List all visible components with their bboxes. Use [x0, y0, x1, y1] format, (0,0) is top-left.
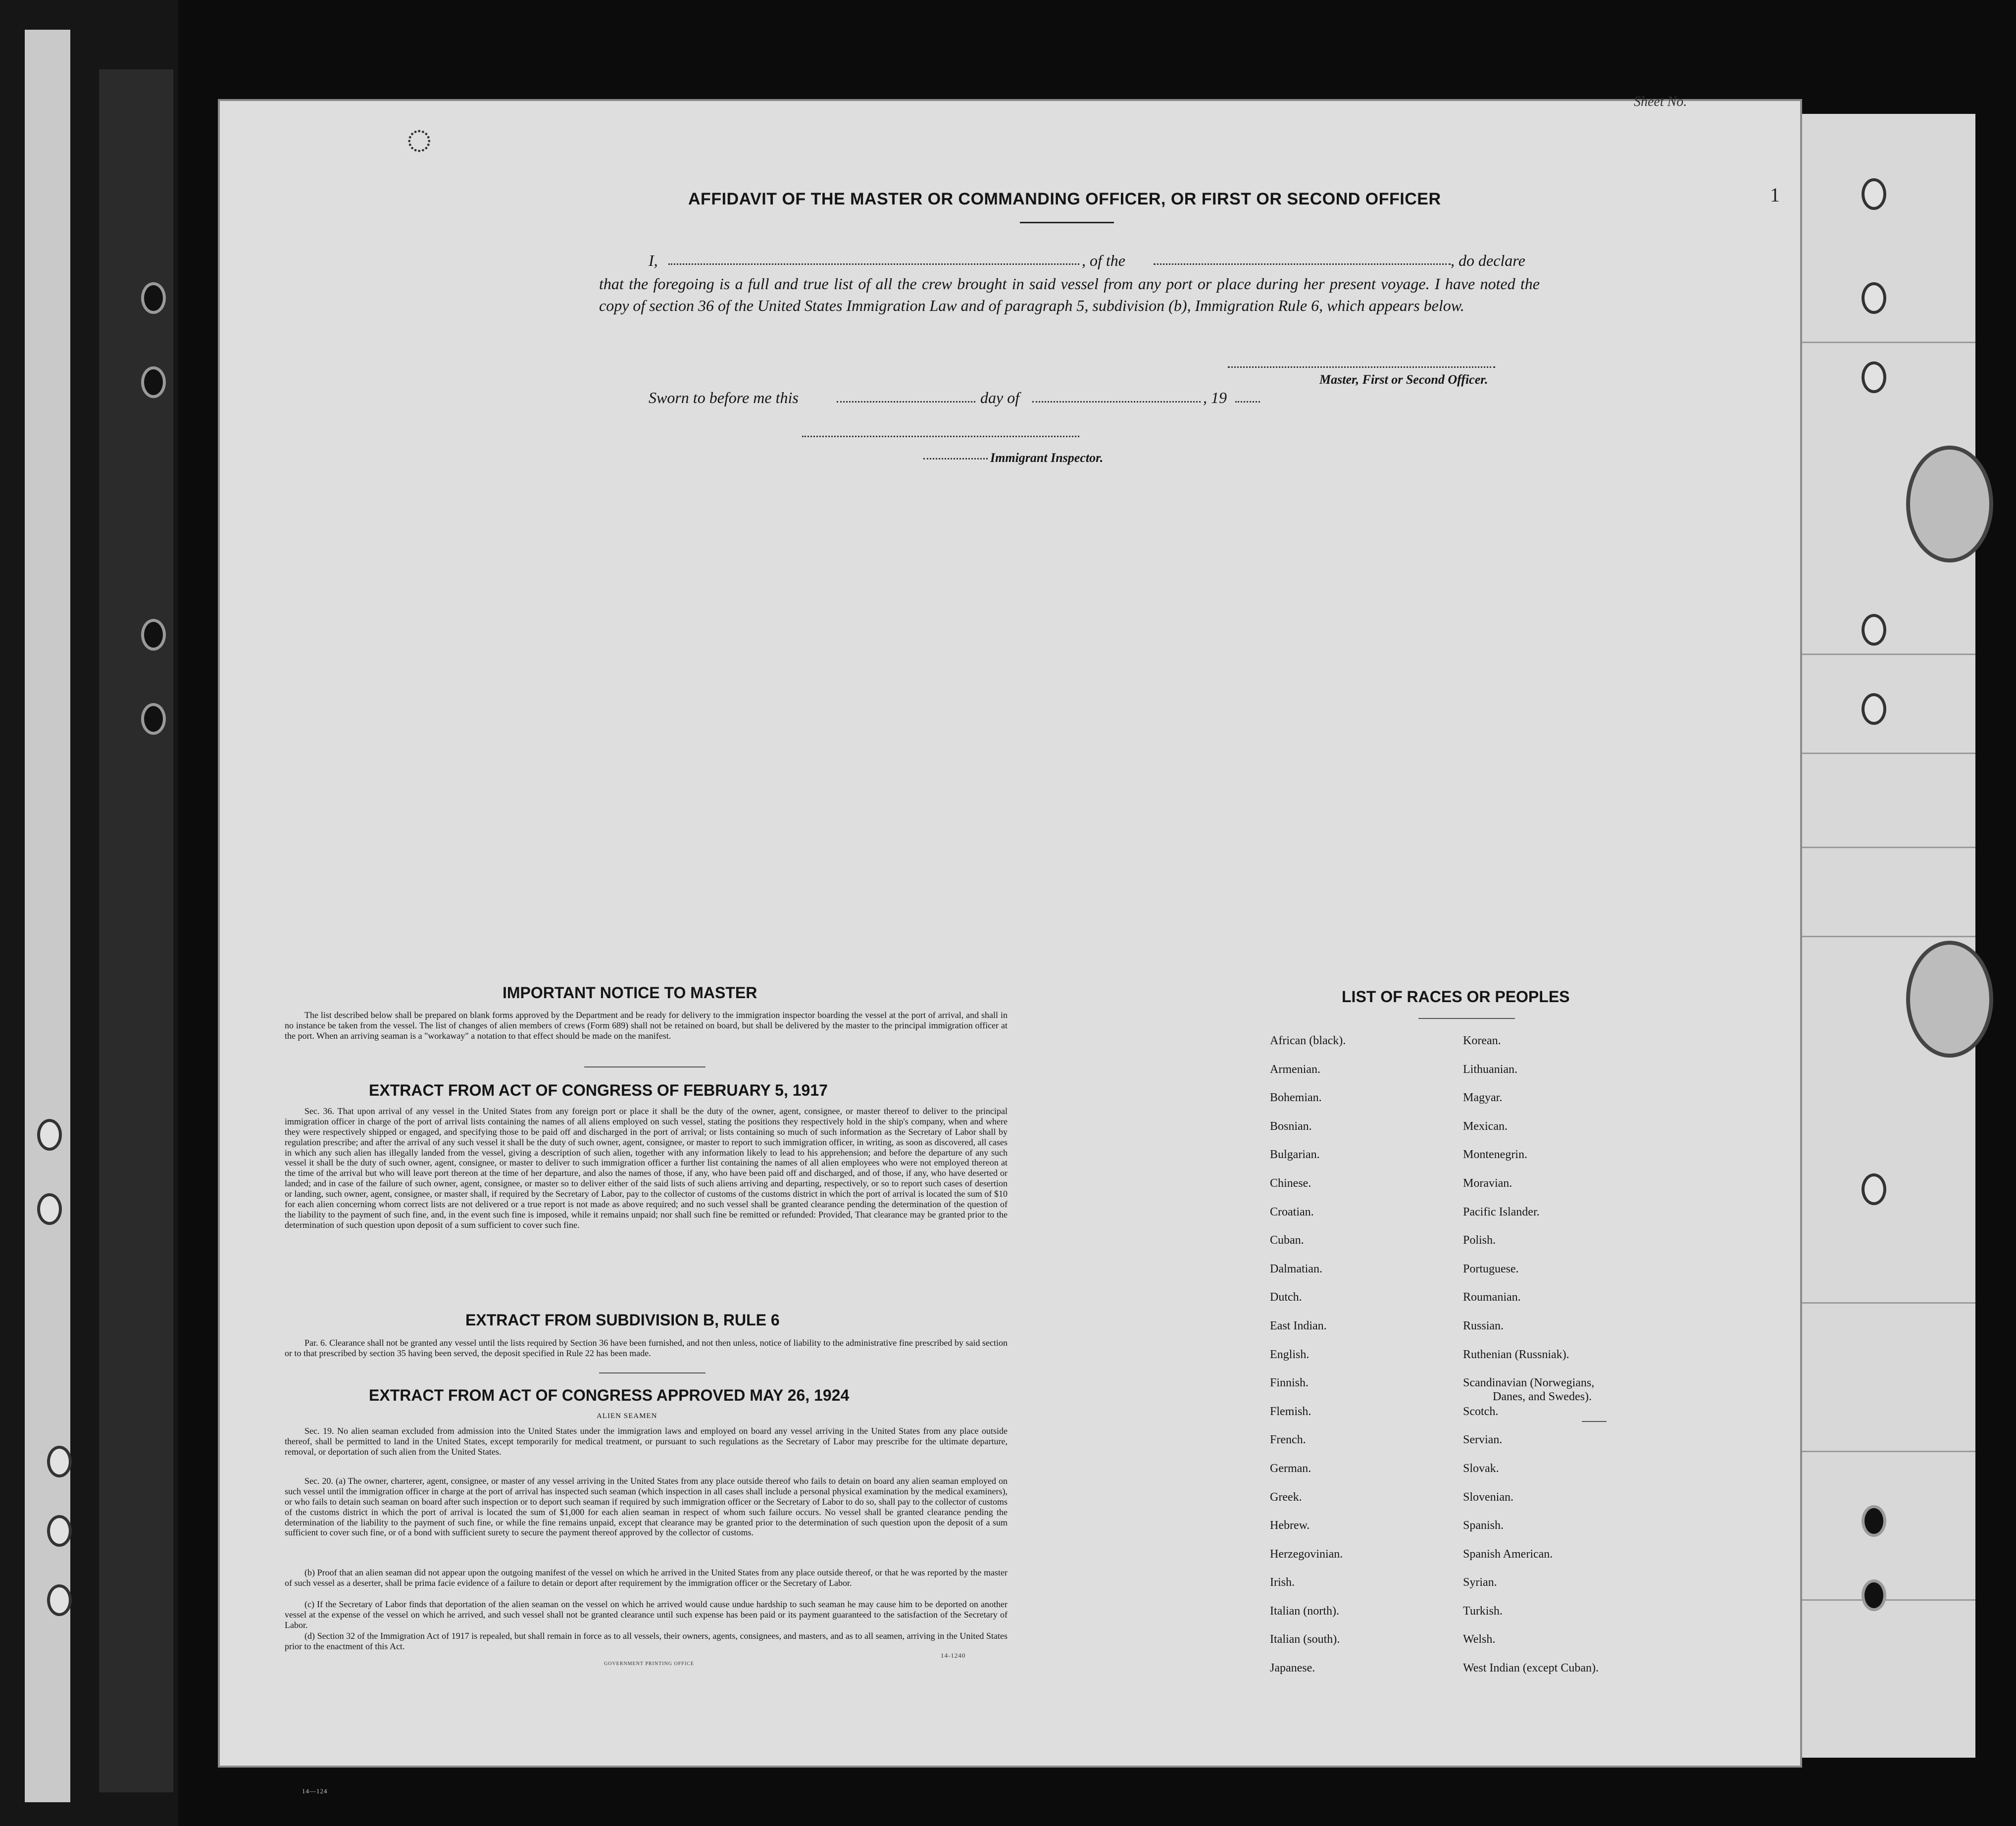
- race-item: Turkish.: [1463, 1604, 1503, 1618]
- race-item: Irish.: [1270, 1576, 1295, 1589]
- extract-1924-sec19: Sec. 19. No alien seaman excluded from admission into the United States under the immigration laws and employed on board any vessel arriving in the United States from any place outside thereof, shall be permitted to land in the United States, except temporarily for medical treatment, or pursuant to such regulations as the Secretary of Labor may prescribe for the ultimate departure, removal, or deportation of such alien from the United States.: [285, 1426, 1008, 1457]
- race-item: Croatian.: [1270, 1205, 1314, 1218]
- vessel-blank: [1154, 263, 1451, 265]
- race-item: Dalmatian.: [1270, 1262, 1322, 1275]
- race-item: French.: [1270, 1433, 1306, 1447]
- punch-hole: [141, 619, 166, 651]
- affidavit-title: AFFIDAVIT OF THE MASTER OR COMMANDING OFFICER, OR FIRST OR SECOND OFFICER: [688, 190, 1441, 208]
- race-item: Pacific Islander.: [1463, 1205, 1540, 1218]
- races-right-column: [1463, 1034, 1599, 1690]
- punch-hole: [47, 1584, 72, 1616]
- race-item: Russian.: [1463, 1319, 1504, 1332]
- race-item: English.: [1270, 1348, 1310, 1361]
- affidavit-line-i: I,: [649, 252, 658, 269]
- affidavit-paragraph: that the foregoing is a full and true list of all the crew brought in said vessel from any port or place during her present voyage. I have noted the copy of section 36 of the United States Immigration Law and of paragraph 5, subdivision (b), Immigration Rule 6, which appears below.: [599, 275, 1540, 314]
- race-item: Bulgarian.: [1270, 1148, 1320, 1162]
- page-edge-dark-strip: [99, 69, 173, 1792]
- races-title: LIST OF RACES OR PEOPLES: [1342, 988, 1570, 1006]
- divider: [1582, 1421, 1607, 1422]
- inspector-caption: Immigrant Inspector.: [990, 451, 1104, 465]
- extract-1924-sec20b: (b) Proof that an alien seaman did not appear upon the outgoing manifest of the vessel on which he arrived in the United States from any place outside thereof, or that he was reported by the master of such vessel as a deserter, shall be prima facie evidence of a failure to detain or deport after requirement by the immigration officer or the Secretary of Labor.: [285, 1568, 1008, 1588]
- bottom-form-number: 14—124: [302, 1787, 328, 1795]
- punch-hole: [37, 1193, 62, 1225]
- name-blank: [668, 263, 1079, 265]
- extract-1917-text: Sec. 36. That upon arrival of any vessel in the United States from any foreign port or place it shall be the duty of the owner, agent, consignee, or master thereof to deliver to the principal immigration officer in charge of the port of arrival lists containing the names of all aliens employed on such vessel, stating the positions they respectively hold in the ship's company, when and where they were respectively shipped or engaged, and specifying those to be paid off and discharged in the port of arrival; or lists containing so much of such information as the Secretary of Labor shall by regulation prescribe; and after the arrival of any such vessel it shall be the duty of such owner, agent, consignee, or master to report to such immigration officer, in writing, as soon as discovered, all cases in which any such alien has illegally landed from the vessel, giving a description of such alien, together with any information likely to lead to his apprehension; and before the departure of any such vessel it shall be the duty of such owner, agent, consignee, or master to deliver to such immigration officer a further list containing the names of all alien employees who were not employed thereon at the time of the arrival but who will leave port thereon at the time of her departure, and also the names of those, if any, who have been paid off and discharged, and of those, if any, who have deserted or landed; and in case of the failure of such owner, agent, consignee, or master so to deliver either of the said lists of such aliens arriving and departing, respectively, or so to report such cases of desertion or landing, such owner, agent, consignee, or master shall, if required by the Secretary of Labor, pay to the collector of customs of the customs district in which the port of arrival is located the sum of $10 for each alien concerning whom correct lists are not delivered or a true report is not made as above required; and no such vessel shall be granted clearance pending the determination of the question of the liability to the payment of such fine, and, in the event such fine is imposed, while it remains unpaid; nor shall such fine be remitted or refunded: Provided, That clearance may be granted prior to the determination of such question upon deposit of a sum sufficient to cover such fine.: [285, 1106, 1008, 1230]
- inspector-dots: [923, 458, 988, 459]
- race-item: Korean.: [1463, 1034, 1501, 1047]
- stamp-seal: [1906, 941, 1993, 1058]
- punch-hole: [37, 1119, 62, 1151]
- race-item: Polish.: [1463, 1234, 1496, 1247]
- notice-text: The list described below shall be prepared on blank forms approved by the Department and be ready for delivery to the immigration inspector boarding the vessel at the port of arrival, and shall in no instance be taken from the vessel. The list of changes of alien members of crews (Form 689) shall not be retained on board, but shall be delivered by the master to the principal immigration officer at the port. When an arriving seaman is a "workaway" a notation to that effect should be made on the manifest.: [285, 1010, 1008, 1041]
- divider: [599, 1372, 706, 1373]
- race-item: Servian.: [1463, 1433, 1503, 1447]
- signature-blank: [1228, 366, 1495, 368]
- extract-1924-subtitle: ALIEN SEAMEN: [597, 1412, 657, 1420]
- extract-1924-sec20a: Sec. 20. (a) The owner, charterer, agent, consignee, or master of any vessel arriving in the United States from any place outside thereof who fails to detain on board any alien seaman employed on such vessel until the immigration officer in charge at the port of arrival has inspected such seaman (which inspection in all cases shall include a personal physical examination by the medical examiners), or who fails to detain such seaman on board after such inspection or to deport such seaman if required by such immigration officer or the Secretary of Labor to do so, shall pay to the collector of customs of the customs district in which the port of arrival is located the sum of $1,000 for each alien seaman in respect of whom such failure occurs. No vessel shall be granted clearance pending the determination of the liability to the payment of such fine, or while the fine remains unpaid, except that clearance may be granted prior to the determination of such question upon the deposit of a sum sufficient to cover such fine, or of a bond with sufficient surety to secure the payment thereof approved by the collector of customs.: [285, 1476, 1008, 1538]
- race-item: Mexican.: [1463, 1119, 1508, 1133]
- race-item: Dutch.: [1270, 1291, 1302, 1304]
- extract-1924-sec20c: (c) If the Secretary of Labor finds that deportation of the alien seaman on the vessel on which he arrived would cause undue hardship to such seaman he may cause him to be deported on another vessel at the expense of the vessel on which he arrived, and such vessel shall not be granted clearance until such expense has been paid or its payment guaranteed to the satisfaction of the Secretary of Labor.: [285, 1599, 1008, 1630]
- sworn-month-blank: [1032, 401, 1201, 403]
- race-item-continuation: Danes, and Swedes).: [1493, 1390, 1592, 1404]
- punch-hole: [1862, 178, 1886, 210]
- sworn-day-of: day of: [980, 389, 1020, 406]
- notice-title: IMPORTANT NOTICE TO MASTER: [503, 984, 757, 1002]
- race-item: Italian (north).: [1270, 1604, 1339, 1618]
- race-item: Syrian.: [1463, 1576, 1497, 1589]
- extract-1924-title: EXTRACT FROM ACT OF CONGRESS APPROVED MAY 26, 1924: [369, 1386, 850, 1404]
- race-item: Portuguese.: [1463, 1262, 1519, 1275]
- extract-rule6-text: Par. 6. Clearance shall not be granted any vessel until the lists required by Section 36 have been furnished, and not then unless, notice of liability to the administrative fine prescribed by said section or to that prescribed by section 35 having been served, the deposit specified in Rule 22 has been made.: [285, 1338, 1008, 1358]
- race-item: Chinese.: [1270, 1176, 1311, 1190]
- divider: [584, 1066, 706, 1067]
- punch-hole: [1862, 1505, 1886, 1537]
- divider: [1418, 1018, 1515, 1019]
- race-item: Moravian.: [1463, 1176, 1512, 1190]
- punch-hole: [47, 1515, 72, 1547]
- sworn-day-blank: [837, 401, 975, 403]
- inspector-signature-blank: [802, 436, 1079, 437]
- punch-hole: [1862, 1173, 1886, 1205]
- title-underline: [1020, 222, 1114, 223]
- race-item: Spanish.: [1463, 1519, 1504, 1532]
- race-item: Ruthenian (Russniak).: [1463, 1348, 1569, 1361]
- punch-hole: [141, 282, 166, 314]
- sheet-label: Sheet No.: [1634, 94, 1687, 109]
- punch-hole: [141, 703, 166, 735]
- race-item: Spanish American.: [1463, 1547, 1553, 1561]
- race-item: Herzegovinian.: [1270, 1547, 1343, 1561]
- sheet-number: 1: [1770, 184, 1780, 206]
- race-item: Greek.: [1270, 1490, 1302, 1504]
- extract-1917-title: EXTRACT FROM ACT OF CONGRESS OF FEBRUARY 5, 1917: [369, 1081, 828, 1099]
- race-item: Japanese.: [1270, 1662, 1315, 1675]
- race-item: Armenian.: [1270, 1063, 1320, 1076]
- race-item: Flemish.: [1270, 1405, 1311, 1418]
- signature-caption: Master, First or Second Officer.: [1319, 372, 1488, 387]
- affidavit-do-declare: , do declare: [1451, 252, 1525, 269]
- race-item: Finnish.: [1270, 1376, 1309, 1390]
- race-item: Welsh.: [1463, 1633, 1496, 1646]
- sworn-year: , 19: [1203, 389, 1227, 406]
- race-item: Scotch.: [1463, 1405, 1499, 1418]
- punch-hole: [1862, 1579, 1886, 1611]
- affidavit-of-the: , of the: [1082, 252, 1125, 269]
- sworn-prefix: Sworn to before me this: [649, 389, 799, 406]
- extract-rule6-title: EXTRACT FROM SUBDIVISION B, RULE 6: [465, 1311, 780, 1329]
- races-left-column: [1270, 1034, 1346, 1690]
- race-item: German.: [1270, 1462, 1311, 1475]
- race-item: Roumanian.: [1463, 1291, 1521, 1304]
- race-item: Scandinavian (Norwegians, Danes, and Swedes).: [1463, 1376, 1599, 1405]
- race-item: Bohemian.: [1270, 1091, 1322, 1105]
- race-item: Lithuanian.: [1463, 1063, 1517, 1076]
- race-item: Italian (south).: [1270, 1633, 1340, 1646]
- pencil-mark: ◌: [406, 115, 433, 164]
- sworn-year-blank: [1235, 401, 1260, 403]
- extract-1924-sec20d: (d) Section 32 of the Immigration Act of 1917 is repealed, but shall remain in force as to all vessels, their owners, agents, consignees, and masters, and as to all seamen, arriving in the United States prior to the enactment of this Act.: [285, 1631, 1008, 1651]
- punch-hole: [47, 1446, 72, 1477]
- printer-imprint: GOVERNMENT PRINTING OFFICE: [604, 1661, 694, 1667]
- punch-hole: [1862, 693, 1886, 725]
- race-item: Magyar.: [1463, 1091, 1503, 1105]
- race-item: West Indian (except Cuban).: [1463, 1662, 1599, 1675]
- punch-hole: [1862, 361, 1886, 393]
- race-item: Cuban.: [1270, 1234, 1304, 1247]
- punch-hole: [1862, 282, 1886, 314]
- race-item: African (black).: [1270, 1034, 1346, 1047]
- form-number: 14-1240: [941, 1652, 966, 1659]
- race-item: Slovenian.: [1463, 1490, 1513, 1504]
- race-item: Slovak.: [1463, 1462, 1499, 1475]
- stamp-seal: [1906, 446, 1993, 562]
- punch-hole: [141, 366, 166, 398]
- punch-hole: [1862, 614, 1886, 646]
- race-item: Montenegrin.: [1463, 1148, 1527, 1162]
- race-item: Hebrew.: [1270, 1519, 1310, 1532]
- race-item: Bosnian.: [1270, 1119, 1312, 1133]
- race-item: East Indian.: [1270, 1319, 1327, 1332]
